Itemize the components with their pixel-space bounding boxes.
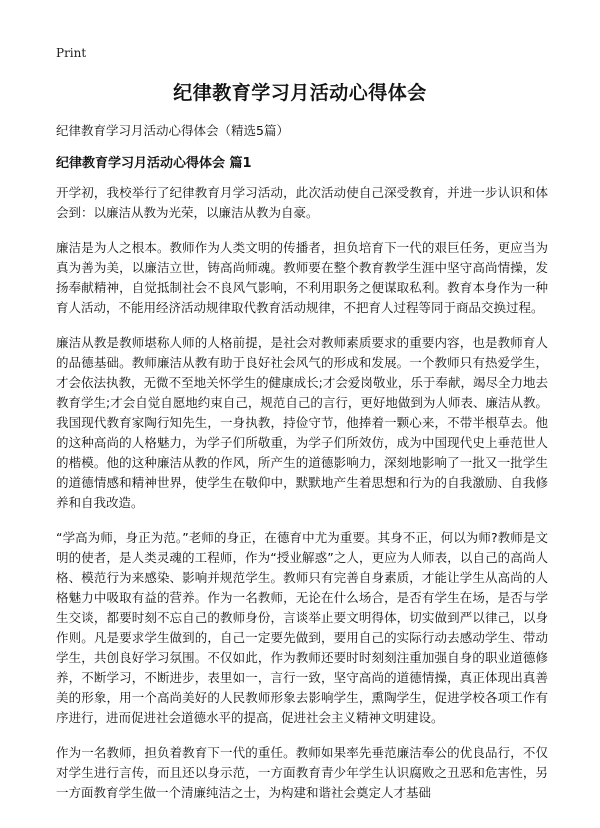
document-title: 纪律教育学习月活动心得体会 xyxy=(173,82,427,104)
document-subtitle: 纪律教育学习月活动心得体会（精选5篇） xyxy=(56,123,289,138)
paragraph-3: 廉洁从教是教师堪称人师的人格前提，是社会对教师素质要求的重要内容，也是教师育人的品德基础。教师廉洁从教有助于良好社会风气的形成和发展。一个教师只有热爱学生，才会依法执教，无微不至地关怀学生的健康成长;才会爱岗敬业，乐于奉献，竭尽全力地去教育学生;才会自觉自愿地约束自己，规范自己的言行，更好地做到为人师表、廉洁从教。我国现代教育家陶行知先生，一身执教，持俭守节，他捧着一颗心来，不带半根草去。他的这种高尚的人格魅力，为学子们所敬重，为学子们所效仿，成为中国现代史上垂范世人的楷模。他的这种廉洁从教的作风，所产生的道德影响力，深刻地影响了一批又一批学生的道德情感和精神世界，使学生在敬仰中，默默地产生着思想和行为的自我激励、自我修养和自我改造。 xyxy=(56,335,548,510)
paragraph-5: 作为一名教师，担负着教育下一代的重任。教师如果率先垂范廉洁奉公的优良品行，不仅对学生进行言传，而且还以身示范，一方面教育青少年学生认识腐败之丑恶和危害性，另一方面教育学生做一个清廉纯洁之士，为构建和谐社会奠定人才基础 xyxy=(56,745,548,800)
paragraph-1: 开学初，我校举行了纪律教育月学习活动，此次活动使自己深受教育，并进一步认识和体会到：以廉洁从教为光荣，以廉洁从教为自豪。 xyxy=(56,185,548,220)
paragraph-4: “学高为师，身正为范。”老师的身正，在德育中尤为重要。其身不正，何以为师?教师是文明的使者，是人类灵魂的工程师，作为“授业解惑”之人，更应为人师表，以自己的高尚人格、模范行为来感染、影响并规范学生。教师只有完善自身素质，才能让学生从高尚的人格魅力中吸取有益的营养。作为一名教师，无论在什么场合，是否有学生在场，是否与学生交谈，都要时刻不忘自己的教师身份，言谈举止要文明得体，切实做到严以律己，以身作则。凡是要求学生做到的，自己一定要先做到，要用自己的实际行动去感动学生、带动学生，共创良好学习氛围。不仅如此，作为教师还要时时刻刻注重加强自身的职业道德修养，不断学习，不断进步，表里如一，言行一致，坚守高尚的道德情操，真正体现出真善美的形象，用一个高尚美好的人民教师形象去影响学生，熏陶学生，促进学校各项工作有序进行，进而促进社会道德水平的提高，促进社会主义精神文明建设。 xyxy=(56,530,548,725)
paragraph-2: 廉洁是为人之根本。教师作为人类文明的传播者，担负培育下一代的艰巨任务，更应当为真为善为美，以廉洁立世，铸高尚师魂。教师要在整个教育教学生涯中坚守高尚情操，发扬奉献精神，自觉抵制社会不良风气影响，不利用职务之便谋取私利。教育本身作为一种育人活动，不能用经济活动规律取代教育活动规律，不把育人过程等同于商品交换过程。 xyxy=(56,240,548,315)
print-label: Print xyxy=(56,46,87,60)
section-heading: 纪律教育学习月活动心得体会 篇1 xyxy=(56,156,252,171)
document-body xyxy=(56,183,548,818)
